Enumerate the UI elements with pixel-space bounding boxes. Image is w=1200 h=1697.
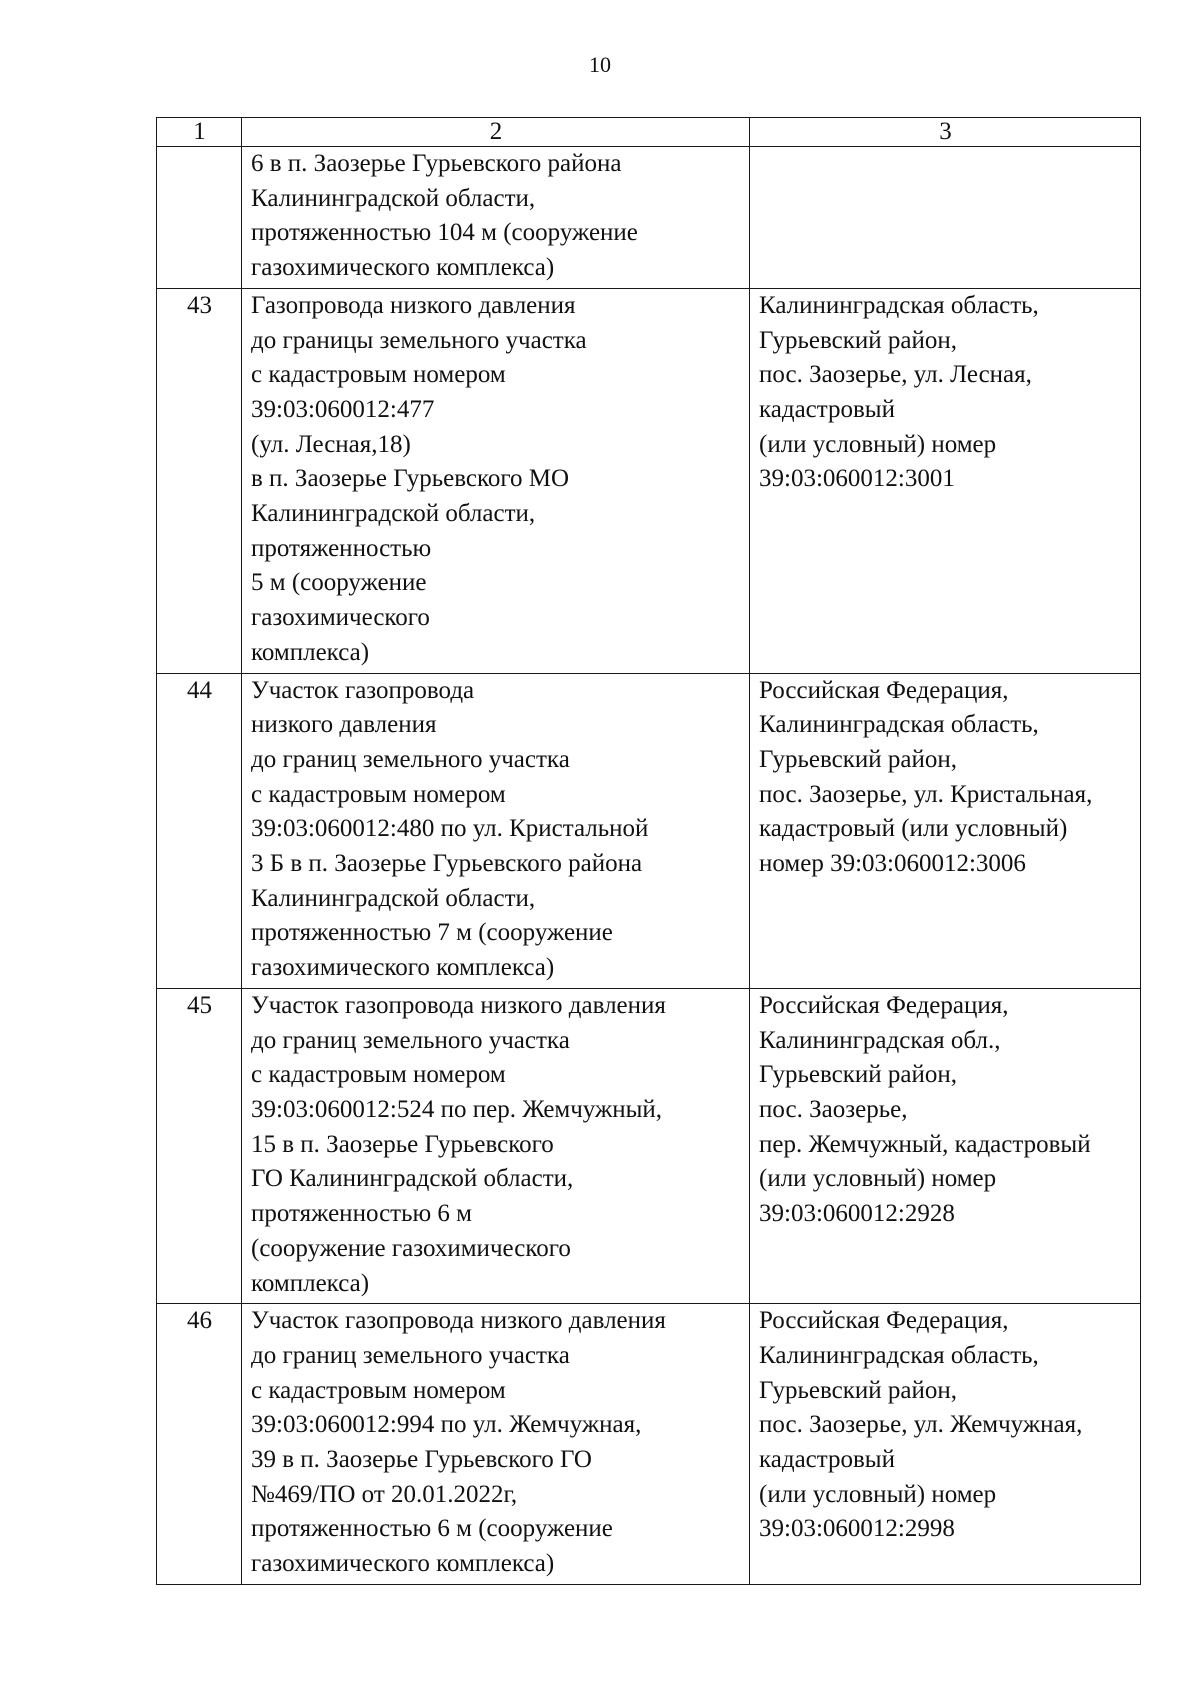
- location-line: пос. Заозерье, ул. Лесная,: [759, 361, 1032, 389]
- location-line: кадастровый: [759, 1446, 895, 1474]
- object-line: до границ земельного участка: [251, 1341, 570, 1369]
- object-line: с кадастровым номером: [251, 1376, 506, 1404]
- object-line: газохимического комплекса): [251, 954, 555, 982]
- object-location-cell: [750, 147, 1141, 289]
- location-line: пос. Заозерье,: [759, 1095, 908, 1123]
- object-line: протяженностью 6 м (сооружение: [251, 1515, 613, 1543]
- object-line: комплекса): [251, 638, 370, 666]
- location-line: Калининградская область,: [759, 1341, 1039, 1369]
- location-line: пос. Заозерье, ул. Кристальная,: [759, 780, 1093, 808]
- object-location-cell: [750, 1304, 1141, 1585]
- object-location-cell: [750, 288, 1141, 673]
- location-line: Гурьевский район,: [759, 326, 958, 354]
- object-line: газохимического комплекса): [251, 254, 555, 282]
- object-line: 39 в п. Заозерье Гурьевского ГО: [251, 1446, 592, 1474]
- object-line: протяженностью 6 м: [251, 1200, 472, 1228]
- location-line: Гурьевский район,: [759, 1061, 958, 1089]
- location-line: Российская Федерация,: [759, 1307, 1009, 1335]
- location-line: номер 39:03:060012:3006: [759, 850, 1026, 878]
- object-line: до границ земельного участка: [251, 1026, 570, 1054]
- header-cell-location: 3: [750, 118, 1141, 147]
- object-line: Газопровода низкого давления: [251, 291, 576, 319]
- object-line: протяженностью 104 м (сооружение: [251, 219, 638, 247]
- objects-table: [156, 117, 1141, 1585]
- object-line: комплекса): [251, 1269, 370, 1297]
- object-line: с кадастровым номером: [251, 361, 506, 389]
- location-line: (или условный) номер: [759, 1480, 997, 1508]
- row-number-cell: [157, 147, 242, 289]
- object-description-cell: [242, 1304, 750, 1585]
- object-line: с кадастровым номером: [251, 780, 506, 808]
- location-line: Гурьевский район,: [759, 1376, 958, 1404]
- location-line: (или условный) номер: [759, 430, 997, 458]
- object-line: до границы земельного участка: [251, 326, 587, 354]
- object-line: до границ земельного участка: [251, 745, 570, 773]
- object-line: с кадастровым номером: [251, 1061, 506, 1089]
- object-line: Калининградской области,: [251, 500, 536, 528]
- object-description-cell: [242, 673, 750, 988]
- object-line: Участок газопровода низкого давления: [251, 1307, 666, 1335]
- object-line: Калининградской области,: [251, 184, 536, 212]
- object-line: протяженностью 7 м (сооружение: [251, 919, 613, 947]
- location-line: 39:03:060012:3001: [759, 465, 955, 493]
- object-description-cell: [242, 147, 750, 289]
- location-line: Российская Федерация,: [759, 991, 1009, 1019]
- header-cell-number: 1: [157, 118, 242, 147]
- object-line: 39:03:060012:477: [251, 395, 435, 423]
- location-line: Российская Федерация,: [759, 676, 1009, 704]
- object-line: 15 в п. Заозерье Гурьевского: [251, 1130, 554, 1158]
- location-line: Калининградская обл.,: [759, 1026, 1001, 1054]
- table-header-row: [157, 118, 1141, 147]
- table-row: [157, 147, 1141, 289]
- location-line: кадастровый: [759, 395, 895, 423]
- object-location-cell: [750, 673, 1141, 988]
- table-row: [157, 673, 1141, 988]
- object-line: (ул. Лесная,18): [251, 430, 411, 458]
- object-line: газохимического: [251, 604, 430, 632]
- table-row: [157, 988, 1141, 1303]
- object-line: 6 в п. Заозерье Гурьевского района: [251, 150, 622, 177]
- object-line: 39:03:060012:524 по пер. Жемчужный,: [251, 1095, 663, 1123]
- page-number: 10: [589, 52, 611, 77]
- row-number-cell: 43: [157, 288, 242, 673]
- header-cell-object: 2: [242, 118, 750, 147]
- object-line: газохимического комплекса): [251, 1550, 555, 1578]
- row-number-cell: 46: [157, 1304, 242, 1585]
- object-line: №469/ПО от 20.01.2022г,: [251, 1480, 518, 1508]
- object-line: Участок газопровода: [251, 676, 475, 704]
- object-line: низкого давления: [251, 711, 437, 739]
- location-line: кадастровый (или условный): [759, 815, 1068, 843]
- location-line: Калининградская область,: [759, 291, 1039, 319]
- object-description-cell: [242, 988, 750, 1303]
- object-line: протяженностью: [251, 534, 432, 562]
- object-line: Калининградской области,: [251, 884, 536, 912]
- object-line: (сооружение газохимического: [251, 1234, 571, 1262]
- object-line: Участок газопровода низкого давления: [251, 991, 666, 1019]
- location-line: 39:03:060012:2928: [759, 1200, 955, 1228]
- location-line: пос. Заозерье, ул. Жемчужная,: [759, 1411, 1083, 1439]
- object-line: 39:03:060012:994 по ул. Жемчужная,: [251, 1411, 642, 1439]
- object-line: в п. Заозерье Гурьевского МО: [251, 465, 570, 493]
- location-line: (или условный) номер: [759, 1165, 997, 1193]
- object-description-cell: [242, 288, 750, 673]
- location-line: 39:03:060012:2998: [759, 1515, 955, 1543]
- row-number-cell: 44: [157, 673, 242, 988]
- object-line: 3 Б в п. Заозерье Гурьевского района: [251, 850, 643, 878]
- location-line: Гурьевский район,: [759, 745, 958, 773]
- object-line: 5 м (сооружение: [251, 569, 427, 597]
- object-line: ГО Калининградской области,: [251, 1165, 574, 1193]
- row-number-cell: 45: [157, 988, 242, 1303]
- object-line: 39:03:060012:480 по ул. Кристальной: [251, 815, 649, 843]
- table-row: [157, 288, 1141, 673]
- location-line: пер. Жемчужный, кадастровый: [759, 1130, 1091, 1158]
- table-row: [157, 1304, 1141, 1585]
- location-line: Калининградская область,: [759, 711, 1039, 739]
- table-body: [157, 118, 1141, 1585]
- object-location-cell: [750, 988, 1141, 1303]
